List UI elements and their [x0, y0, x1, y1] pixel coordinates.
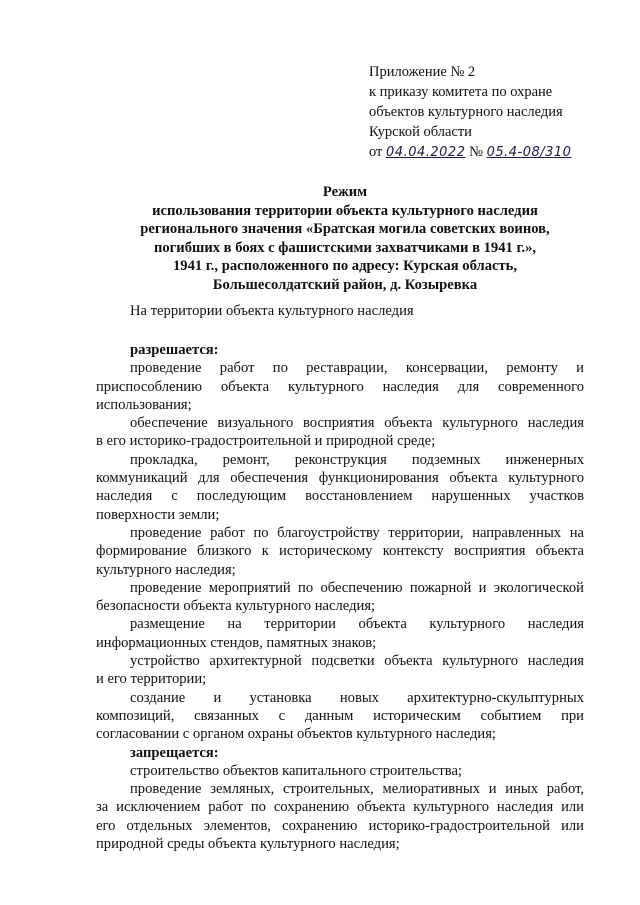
- paragraph-line: создание и установка новых архитектурно-скульптурных: [130, 689, 584, 706]
- order-date-line: [369, 142, 619, 163]
- paragraph-line: проведение земляных, строительных, мелиоративных и иных работ,: [130, 781, 584, 798]
- paragraph-line: строительство объектов капитального строительства;: [130, 762, 462, 779]
- title-line: Режим: [322, 184, 368, 200]
- paragraph-line: обеспечение визуального восприятия объекта культурного наследия: [130, 415, 584, 432]
- paragraph-line: прокладка, ремонт, реконструкция подземных инженерных: [130, 451, 584, 468]
- appendix-line: объектов культурного наследия: [369, 104, 563, 120]
- document-body: [96, 341, 584, 853]
- appendix-line: Курской области: [369, 124, 472, 140]
- title-line: использования территории объекта культурного наследия: [152, 202, 538, 219]
- paragraph-line: информационных стендов, памятных знаков;: [96, 634, 377, 651]
- title-line: погибших в боях с фашистскими захватчиками в 1941 г.»,: [153, 239, 537, 256]
- paragraph-line: согласовании с органом охраны объектов культурного наследия;: [96, 726, 496, 743]
- forbidden-heading: запрещается:: [130, 744, 219, 761]
- date-prefix: от: [369, 144, 383, 160]
- paragraph-line: композиций, связанных с данным историческим событием при: [96, 707, 584, 724]
- paragraph-line: использования;: [96, 396, 192, 413]
- allowed-item: [96, 359, 584, 414]
- paragraph-line: безопасности объекта культурного наследия;: [96, 598, 376, 615]
- paragraph-line: проведение мероприятий по обеспечению пожарной и экологической: [130, 579, 584, 596]
- paragraph-line: проведение работ по благоустройству территории, направленных на: [130, 524, 584, 541]
- paragraph-line: и его территории;: [96, 671, 207, 688]
- appendix-line: Приложение № 2: [369, 64, 476, 80]
- allowed-list: [96, 359, 584, 743]
- paragraph-line: проведение работ по реставрации, консервации, ремонту и: [130, 360, 584, 377]
- paragraph-line: в его историко-градостроительной и природной среде;: [96, 433, 436, 450]
- paragraph-line: за исключением работ по сохранению объекта культурного наследия или: [96, 799, 584, 816]
- forbidden-item: [96, 780, 584, 853]
- title-line: 1941 г., расположенного по адресу: Курская область,: [172, 258, 518, 275]
- paragraph-line: коммуникаций для обеспечения функционирования объекта культурного: [96, 470, 584, 487]
- title-line: Большесолдатский район, д. Козыревка: [212, 276, 478, 293]
- forbidden-list: [96, 762, 584, 853]
- appendix-block: [369, 62, 619, 163]
- allowed-item: [96, 615, 584, 652]
- order-date: 04.04.2022: [386, 145, 466, 160]
- number-prefix: №: [469, 144, 483, 160]
- allowed-item: [96, 524, 584, 579]
- paragraph-line: размещение на территории объекта культурного наследия: [130, 616, 584, 633]
- paragraph-line: формирование близкого к историческому контексту восприятия объекта: [96, 543, 584, 560]
- document-title: [100, 183, 590, 295]
- allowed-item: [96, 579, 584, 616]
- paragraph-line: природной среды объекта культурного наследия;: [96, 836, 400, 853]
- paragraph-line: наследия с последующим восстановлением нарушенных участков: [96, 488, 584, 505]
- title-line: регионального значения «Братская могила советских воинов,: [140, 221, 550, 238]
- allowed-item: [96, 652, 584, 689]
- order-number: 05.4-08/310: [486, 145, 572, 160]
- appendix-line: к приказу комитета по охране: [369, 84, 553, 100]
- allowed-heading: разрешается:: [130, 342, 219, 358]
- paragraph-line: приспособлению объекта культурного наследия для современного: [96, 378, 584, 395]
- allowed-item: [96, 414, 584, 451]
- allowed-item: [96, 689, 584, 744]
- paragraph-line: культурного наследия;: [96, 561, 236, 578]
- forbidden-item: [96, 762, 584, 780]
- paragraph-line: поверхности земли;: [96, 506, 220, 523]
- paragraph-line: устройство архитектурной подсветки объекта культурного наследия: [130, 653, 584, 670]
- intro-text: На территории объекта культурного наследия: [130, 303, 414, 319]
- paragraph-line: его отдельных элементов, сохранению историко-градостроительной или: [96, 817, 584, 834]
- allowed-item: [96, 451, 584, 524]
